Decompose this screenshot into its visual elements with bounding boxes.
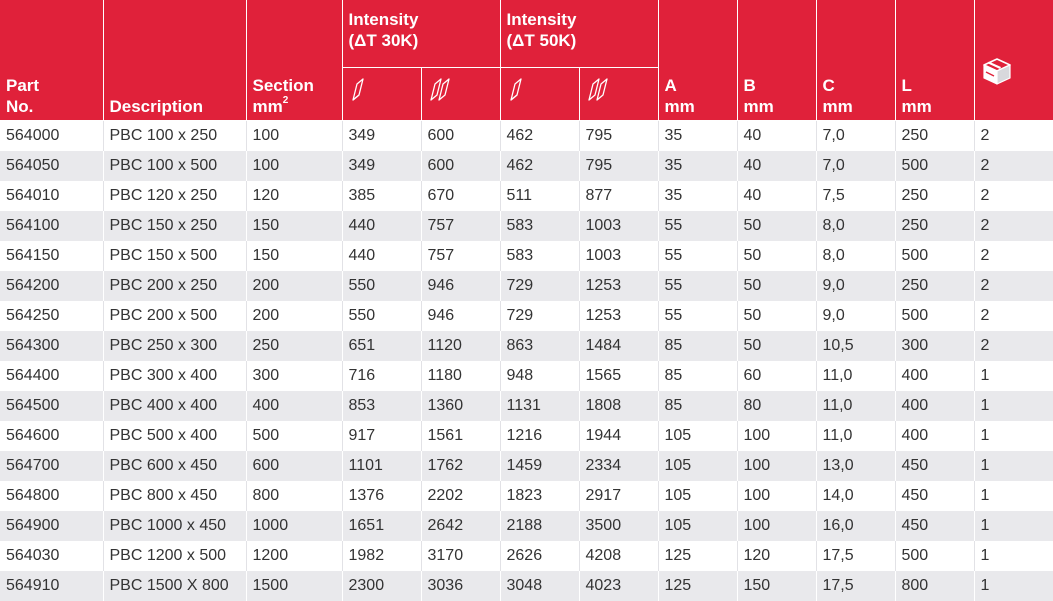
cell-l-mm: 500 — [895, 541, 974, 571]
cell-intensity-50k-double: 2334 — [579, 451, 658, 481]
cell-l-mm: 250 — [895, 121, 974, 152]
table-body — [0, 121, 1053, 601]
header-intensity-50k: Intensity (ΔT 50K) — [500, 0, 658, 67]
cell-a-mm: 125 — [658, 541, 737, 571]
cell-l-mm: 300 — [895, 331, 974, 361]
double-busbar-icon — [586, 76, 612, 109]
cell-a-mm: 85 — [658, 331, 737, 361]
cell-intensity-50k-double: 1003 — [579, 241, 658, 271]
cell-part-no: 564600 — [0, 421, 103, 451]
cell-b-mm: 100 — [737, 421, 816, 451]
cell-package-qty: 1 — [974, 481, 1053, 511]
cell-c-mm: 17,5 — [816, 571, 895, 601]
cell-intensity-50k-double: 1484 — [579, 331, 658, 361]
cell-description: PBC 500 x 400 — [103, 421, 246, 451]
cell-a-mm: 35 — [658, 121, 737, 152]
cell-intensity-50k-single: 462 — [500, 121, 579, 152]
cell-b-mm: 50 — [737, 271, 816, 301]
cell-b-mm: 50 — [737, 241, 816, 271]
cell-intensity-50k-single: 583 — [500, 241, 579, 271]
cell-c-mm: 7,0 — [816, 121, 895, 152]
cell-b-mm: 60 — [737, 361, 816, 391]
cell-intensity-50k-single: 729 — [500, 271, 579, 301]
cell-c-mm: 7,0 — [816, 151, 895, 181]
cell-intensity-30k-single: 440 — [342, 241, 421, 271]
cell-intensity-50k-double: 3500 — [579, 511, 658, 541]
table-row — [0, 391, 1053, 421]
cell-intensity-30k-double: 946 — [421, 301, 500, 331]
cell-intensity-30k-double: 757 — [421, 241, 500, 271]
header-row-1 — [0, 0, 1053, 67]
table-row — [0, 211, 1053, 241]
single-busbar-icon — [349, 76, 369, 109]
cell-intensity-30k-double: 3036 — [421, 571, 500, 601]
cell-package-qty: 2 — [974, 301, 1053, 331]
double-busbar-icon — [428, 76, 454, 109]
cell-c-mm: 9,0 — [816, 301, 895, 331]
package-box-icon — [981, 56, 1013, 91]
cell-section: 100 — [246, 121, 342, 152]
cell-section: 150 — [246, 241, 342, 271]
cell-part-no: 564300 — [0, 331, 103, 361]
cell-part-no: 564050 — [0, 151, 103, 181]
cell-a-mm: 125 — [658, 571, 737, 601]
cell-intensity-50k-double: 877 — [579, 181, 658, 211]
cell-b-mm: 150 — [737, 571, 816, 601]
table-row — [0, 481, 1053, 511]
cell-intensity-30k-double: 2642 — [421, 511, 500, 541]
cell-intensity-50k-single: 1823 — [500, 481, 579, 511]
cell-description: PBC 300 x 400 — [103, 361, 246, 391]
cell-description: PBC 150 x 500 — [103, 241, 246, 271]
cell-intensity-50k-single: 511 — [500, 181, 579, 211]
cell-intensity-50k-double: 1944 — [579, 421, 658, 451]
cell-c-mm: 8,0 — [816, 211, 895, 241]
cell-c-mm: 9,0 — [816, 271, 895, 301]
cell-a-mm: 55 — [658, 241, 737, 271]
table-row — [0, 451, 1053, 481]
cell-intensity-50k-double: 795 — [579, 121, 658, 152]
cell-intensity-50k-double: 2917 — [579, 481, 658, 511]
cell-l-mm: 500 — [895, 151, 974, 181]
cell-section: 1500 — [246, 571, 342, 601]
cell-intensity-30k-double: 757 — [421, 211, 500, 241]
cell-description: PBC 1500 X 800 — [103, 571, 246, 601]
cell-part-no: 564700 — [0, 451, 103, 481]
cell-a-mm: 85 — [658, 391, 737, 421]
cell-section: 100 — [246, 151, 342, 181]
cell-package-qty: 1 — [974, 541, 1053, 571]
cell-l-mm: 450 — [895, 511, 974, 541]
cell-l-mm: 250 — [895, 181, 974, 211]
single-busbar-icon — [507, 76, 527, 109]
cell-section: 120 — [246, 181, 342, 211]
cell-intensity-30k-double: 600 — [421, 121, 500, 152]
cell-intensity-50k-double: 1565 — [579, 361, 658, 391]
cell-a-mm: 105 — [658, 451, 737, 481]
cell-intensity-30k-double: 946 — [421, 271, 500, 301]
header-package — [974, 0, 1053, 121]
cell-intensity-50k-single: 948 — [500, 361, 579, 391]
section-unit-superscript: 2 — [283, 95, 289, 106]
cell-section: 150 — [246, 211, 342, 241]
cell-a-mm: 55 — [658, 211, 737, 241]
cell-part-no: 564100 — [0, 211, 103, 241]
cell-intensity-50k-single: 729 — [500, 301, 579, 331]
cell-intensity-30k-double: 1561 — [421, 421, 500, 451]
cell-intensity-30k-double: 1360 — [421, 391, 500, 421]
cell-description: PBC 1200 x 500 — [103, 541, 246, 571]
cell-part-no: 564900 — [0, 511, 103, 541]
cell-intensity-50k-single: 2626 — [500, 541, 579, 571]
cell-intensity-30k-single: 550 — [342, 271, 421, 301]
header-part-no: Part No. — [0, 0, 103, 121]
cell-intensity-30k-double: 3170 — [421, 541, 500, 571]
cell-intensity-50k-double: 4023 — [579, 571, 658, 601]
cell-b-mm: 50 — [737, 301, 816, 331]
cell-a-mm: 105 — [658, 421, 737, 451]
cell-b-mm: 100 — [737, 481, 816, 511]
cell-intensity-30k-double: 1120 — [421, 331, 500, 361]
cell-description: PBC 120 x 250 — [103, 181, 246, 211]
cell-intensity-50k-double: 4208 — [579, 541, 658, 571]
cell-c-mm: 16,0 — [816, 511, 895, 541]
cell-intensity-30k-single: 1101 — [342, 451, 421, 481]
cell-description: PBC 100 x 250 — [103, 121, 246, 152]
cell-l-mm: 450 — [895, 451, 974, 481]
cell-intensity-50k-single: 863 — [500, 331, 579, 361]
cell-intensity-30k-double: 600 — [421, 151, 500, 181]
cell-b-mm: 120 — [737, 541, 816, 571]
table-header — [0, 0, 1053, 121]
cell-intensity-30k-single: 349 — [342, 121, 421, 152]
cell-l-mm: 250 — [895, 211, 974, 241]
cell-part-no: 564000 — [0, 121, 103, 152]
table-row — [0, 541, 1053, 571]
cell-package-qty: 2 — [974, 241, 1053, 271]
cell-section: 200 — [246, 301, 342, 331]
cell-description: PBC 200 x 250 — [103, 271, 246, 301]
table-row — [0, 121, 1053, 152]
cell-section: 1000 — [246, 511, 342, 541]
cell-intensity-30k-double: 2202 — [421, 481, 500, 511]
cell-package-qty: 2 — [974, 181, 1053, 211]
cell-intensity-50k-single: 2188 — [500, 511, 579, 541]
cell-intensity-50k-double: 1003 — [579, 211, 658, 241]
cell-intensity-30k-single: 1982 — [342, 541, 421, 571]
header-b: B mm — [737, 0, 816, 121]
cell-intensity-30k-double: 670 — [421, 181, 500, 211]
cell-package-qty: 2 — [974, 211, 1053, 241]
cell-b-mm: 100 — [737, 451, 816, 481]
cell-c-mm: 11,0 — [816, 421, 895, 451]
cell-part-no: 564010 — [0, 181, 103, 211]
cell-section: 800 — [246, 481, 342, 511]
cell-part-no: 564030 — [0, 541, 103, 571]
cell-part-no: 564150 — [0, 241, 103, 271]
cell-c-mm: 8,0 — [816, 241, 895, 271]
table-row — [0, 511, 1053, 541]
cell-c-mm: 11,0 — [816, 361, 895, 391]
header-intensity-30k-double — [421, 67, 500, 120]
cell-section: 500 — [246, 421, 342, 451]
table-row — [0, 361, 1053, 391]
cell-package-qty: 1 — [974, 451, 1053, 481]
cell-intensity-30k-double: 1762 — [421, 451, 500, 481]
table-row — [0, 241, 1053, 271]
cell-package-qty: 2 — [974, 151, 1053, 181]
cell-c-mm: 7,5 — [816, 181, 895, 211]
cell-package-qty: 2 — [974, 121, 1053, 152]
cell-description: PBC 400 x 400 — [103, 391, 246, 421]
cell-intensity-30k-single: 853 — [342, 391, 421, 421]
cell-intensity-50k-double: 1808 — [579, 391, 658, 421]
cell-section: 1200 — [246, 541, 342, 571]
table-row — [0, 151, 1053, 181]
cell-c-mm: 11,0 — [816, 391, 895, 421]
cell-l-mm: 400 — [895, 421, 974, 451]
cell-package-qty: 1 — [974, 361, 1053, 391]
cell-l-mm: 800 — [895, 571, 974, 601]
cell-l-mm: 500 — [895, 241, 974, 271]
cell-intensity-50k-single: 3048 — [500, 571, 579, 601]
cell-l-mm: 400 — [895, 361, 974, 391]
table-row — [0, 571, 1053, 601]
cell-description: PBC 100 x 500 — [103, 151, 246, 181]
cell-intensity-50k-double: 1253 — [579, 301, 658, 331]
table-row — [0, 271, 1053, 301]
header-intensity-50k-double — [579, 67, 658, 120]
cell-c-mm: 17,5 — [816, 541, 895, 571]
cell-part-no: 564500 — [0, 391, 103, 421]
cell-intensity-50k-single: 583 — [500, 211, 579, 241]
cell-package-qty: 2 — [974, 331, 1053, 361]
cell-c-mm: 13,0 — [816, 451, 895, 481]
cell-description: PBC 1000 x 450 — [103, 511, 246, 541]
cell-l-mm: 250 — [895, 271, 974, 301]
cell-intensity-30k-single: 917 — [342, 421, 421, 451]
cell-intensity-30k-double: 1180 — [421, 361, 500, 391]
cell-package-qty: 2 — [974, 271, 1053, 301]
cell-l-mm: 400 — [895, 391, 974, 421]
cell-intensity-30k-single: 651 — [342, 331, 421, 361]
header-section: Section $mm^2$ — [246, 0, 342, 121]
cell-part-no: 564200 — [0, 271, 103, 301]
header-intensity-30k: Intensity (ΔT 30K) — [342, 0, 500, 67]
cell-description: PBC 800 x 450 — [103, 481, 246, 511]
cell-package-qty: 1 — [974, 421, 1053, 451]
cell-l-mm: 450 — [895, 481, 974, 511]
header-intensity-30k-single — [342, 67, 421, 120]
cell-b-mm: 100 — [737, 511, 816, 541]
cell-a-mm: 55 — [658, 271, 737, 301]
header-intensity-50k-single — [500, 67, 579, 120]
cell-b-mm: 40 — [737, 151, 816, 181]
cell-description: PBC 200 x 500 — [103, 301, 246, 331]
cell-intensity-30k-single: 1376 — [342, 481, 421, 511]
cell-intensity-30k-single: 349 — [342, 151, 421, 181]
cell-package-qty: 1 — [974, 571, 1053, 601]
table-row — [0, 331, 1053, 361]
cell-intensity-30k-single: 2300 — [342, 571, 421, 601]
cell-part-no: 564800 — [0, 481, 103, 511]
cell-description: PBC 600 x 450 — [103, 451, 246, 481]
cell-section: 600 — [246, 451, 342, 481]
cell-a-mm: 35 — [658, 181, 737, 211]
cell-description: PBC 150 x 250 — [103, 211, 246, 241]
cell-c-mm: 10,5 — [816, 331, 895, 361]
cell-section: 250 — [246, 331, 342, 361]
cell-intensity-30k-single: 550 — [342, 301, 421, 331]
cell-intensity-50k-single: 1131 — [500, 391, 579, 421]
cell-b-mm: 50 — [737, 211, 816, 241]
cell-section: 400 — [246, 391, 342, 421]
cell-package-qty: 1 — [974, 391, 1053, 421]
cell-c-mm: 14,0 — [816, 481, 895, 511]
cell-section: 300 — [246, 361, 342, 391]
cell-b-mm: 50 — [737, 331, 816, 361]
cell-a-mm: 105 — [658, 511, 737, 541]
cell-intensity-50k-double: 1253 — [579, 271, 658, 301]
cell-b-mm: 40 — [737, 181, 816, 211]
cell-package-qty: 1 — [974, 511, 1053, 541]
cell-description: PBC 250 x 300 — [103, 331, 246, 361]
cell-intensity-50k-single: 1459 — [500, 451, 579, 481]
cell-b-mm: 80 — [737, 391, 816, 421]
cell-intensity-30k-single: 385 — [342, 181, 421, 211]
table-row — [0, 421, 1053, 451]
cell-intensity-30k-single: 1651 — [342, 511, 421, 541]
cell-intensity-50k-double: 795 — [579, 151, 658, 181]
cell-a-mm: 35 — [658, 151, 737, 181]
header-l: L mm — [895, 0, 974, 121]
cell-intensity-50k-single: 1216 — [500, 421, 579, 451]
cell-intensity-30k-single: 716 — [342, 361, 421, 391]
cell-part-no: 564400 — [0, 361, 103, 391]
cell-intensity-50k-single: 462 — [500, 151, 579, 181]
cell-part-no: 564910 — [0, 571, 103, 601]
header-description: Description — [103, 0, 246, 121]
table-row — [0, 301, 1053, 331]
header-a: A mm — [658, 0, 737, 121]
cell-part-no: 564250 — [0, 301, 103, 331]
header-c: C mm — [816, 0, 895, 121]
cell-l-mm: 500 — [895, 301, 974, 331]
cell-intensity-30k-single: 440 — [342, 211, 421, 241]
cell-a-mm: 85 — [658, 361, 737, 391]
cell-section: 200 — [246, 271, 342, 301]
cell-a-mm: 55 — [658, 301, 737, 331]
cell-b-mm: 40 — [737, 121, 816, 152]
cell-a-mm: 105 — [658, 481, 737, 511]
table-row — [0, 181, 1053, 211]
